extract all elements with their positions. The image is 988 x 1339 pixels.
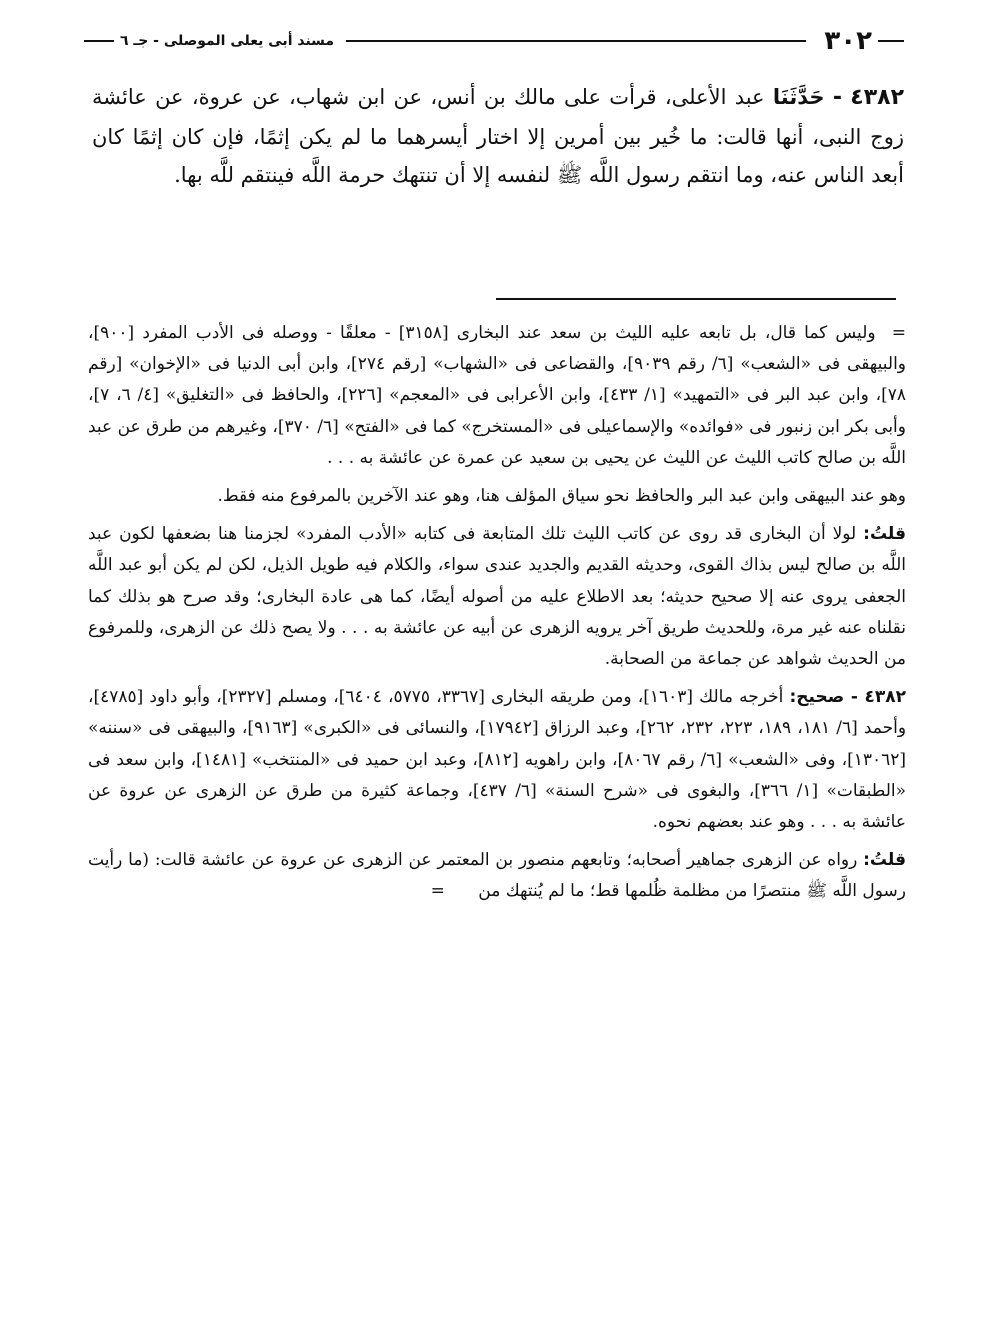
- footnote-text: وهو عند البيهقى وابن عبد البر والحافظ نحو سياق المؤلف هنا، وهو عند الآخرين بالمرفوع منه فقط.: [217, 486, 906, 507]
- footnote-text: لولا أن البخارى قد روى عن كاتب الليث تلك المتابعة فى كتابه «الأدب المفرد» لجزمنا هنا بضعفها لكون عبد اللَّه بن صالح ليس بذاك القوى، وحديثه القديم والجديد عندى سواء، والكلام فيه طويل الذيل، لكن لم يكن أبو عبد اللَّه الجعفى يروى عنه إلا صحيح حديثه؛ بعد الاطلاع عليه من أصوله أيضًا، كما هى عادة البخارى؛ وقد صرح هو بذلك كما نقلناه عنه غير مرة، وللحديث طريق آخر يرويه الزهرى عن أبيه عن عائشة به . . . ولا يصح ذلك عن الزهرى، وللمرفوع من الحديث شواهد عن جماعة من الصحابة.: [88, 524, 906, 670]
- takhrij-label: صحيح:: [789, 687, 845, 708]
- header-dash: [878, 40, 904, 42]
- footnote-text: وليس كما قال، بل تابعه عليه الليث بن سعد عند البخارى [٣١٥٨] - معلقًا - ووصله فى الأدب المفرد [٩٠٠]، والبيهقى فى «الشعب» [٦/ رقم ٩٠٣٩]، والقضاعى فى «الشهاب» [رقم ٢٧٤]، وابن أبى الدنيا فى «الإخوان» [رقم ٧٨]، وابن عبد البر فى «التمهيد» [١/ ٤٣٣]، وابن الأعرابى فى «المعجم» [٢٢٦]، والحافظ فى «التغليق» [٤/ ٦، ٧]، وأبى بكر ابن زنبور فى «فوائده» والإسماعيلى فى «المستخرج» كما فى «الفتح» [٦/ ٣٧٠]، وغيرهم من طرق عن عبد اللَّه بن صالح كاتب الليث عن الليث عن يحيى بن سعيد عن عمرة عن عائشة به . . .: [88, 323, 907, 468]
- continuation-mark: =: [430, 881, 445, 902]
- hadith-opening: حَدَّثَنَا: [772, 85, 825, 109]
- qultu-label: قلتُ:: [863, 850, 906, 871]
- footnote-paragraph: [88, 318, 906, 474]
- footnote-separator: [496, 298, 896, 300]
- header-dash: [84, 40, 114, 42]
- hadith-dash: -: [832, 85, 842, 110]
- takhrij-number: ٤٣٨٢: [864, 687, 907, 708]
- page-number: ٣٠٢: [824, 26, 872, 56]
- footnote-text: رواه عن الزهرى جماهير أصحابه؛ وتابعهم منصور بن المعتمر عن الزهرى عن عروة عن عائشة قالت: (ما رأيت رسول اللَّه ﷺ منتصرًا من مظلمة ظُلمها قط؛ ما لم يُنتهك من: [88, 850, 906, 902]
- footnotes: [88, 318, 906, 915]
- hadith-number: ٤٣٨٢: [850, 85, 904, 110]
- running-title: مسند أبى يعلى الموصلى - جـ ٦: [120, 33, 335, 49]
- continuation-mark: =: [891, 323, 906, 343]
- running-header: [84, 26, 904, 56]
- header-rule: [346, 40, 806, 42]
- hadith-text: [92, 78, 904, 195]
- footnote-text: أخرجه مالك [١٦٠٣]، ومن طريقه البخارى [٣٣٦٧، ٥٧٧٥، ٦٤٠٤]، ومسلم [٢٣٢٧]، وأبو داود [٤٧٨٥]، وأحمد [٦/ ١٨١، ١٨٩، ٢٢٣، ٢٣٢، ٢٦٢]، وعبد الرزاق [١٧٩٤٢]، والنسائى فى «الكبرى» [٩١٦٣]، والبيهقى فى «سننه» [١٣٠٦٢]، وفى «الشعب» [٦/ رقم ٨٠٦٧]، وابن راهويه [٨١٢]، وعبد ابن حميد فى «المنتخب» [١٤٨١]، وابن سعد فى «الطبقات» [١/ ٣٦٦]، والبغوى فى «شرح السنة» [٦/ ٤٣٧]، وجماعة كثيرة من طرق عن الزهرى عن عروة عن عائشة به . . . وهو عند بعضهم نحوه.: [88, 687, 907, 833]
- footnote-paragraph: [88, 519, 906, 675]
- footnote-paragraph: [88, 481, 906, 512]
- takhrij-paragraph: ٤٣٨٢ - صحيح: أخرجه مالك [١٦٠٣]، ومن طريقه البخارى [٣٣٦٧، ٥٧٧٥، ٦٤٠٤]، ومسلم [٢٣٢٧]، وأبو داود [٤٧٨٥]، وأحمد [٦/ ١٨١، ١٨٩، ٢٢٣، ٢٣٢، ٢٦٢]، وعبد الرزاق [١٧٩٤٢]، والنسائى فى «الكبرى» [٩١٦٣]، والبيهقى فى «سننه» [١٣٠٦٢]، وفى «الشعب» [٦/ رقم ٨٠٦٧]، وابن راهويه [٨١٢]، وعبد ابن حميد فى «المنتخب» [١٤٨١]، وابن سعد فى «الطبقات» [١/ ٣٦٦]، والبغوى فى «شرح السنة» [٦/ ٤٣٧]، وجماعة كثيرة من طرق عن الزهرى عن عروة عن عائشة به . . . وهو عند بعضهم نحوه.: [88, 687, 907, 833]
- footnote-paragraph: [88, 845, 906, 907]
- hadith-body: عبد الأعلى، قرأت على مالك بن أنس، عن ابن شهاب، عن عروة، عن عائشة زوج النبى، أنها قالت: ما خُير بين أمرين إلا اختار أيسرهما ما لم يكن إثمًا، فإن كان إثمًا كان أبعد الناس عنه، وما انتقم رسول اللَّه ﷺ لنفسه إلا أن تنتهك حرمة اللَّه فينتقم للَّه بها.: [92, 85, 904, 187]
- qultu-label: قلتُ:: [863, 524, 907, 545]
